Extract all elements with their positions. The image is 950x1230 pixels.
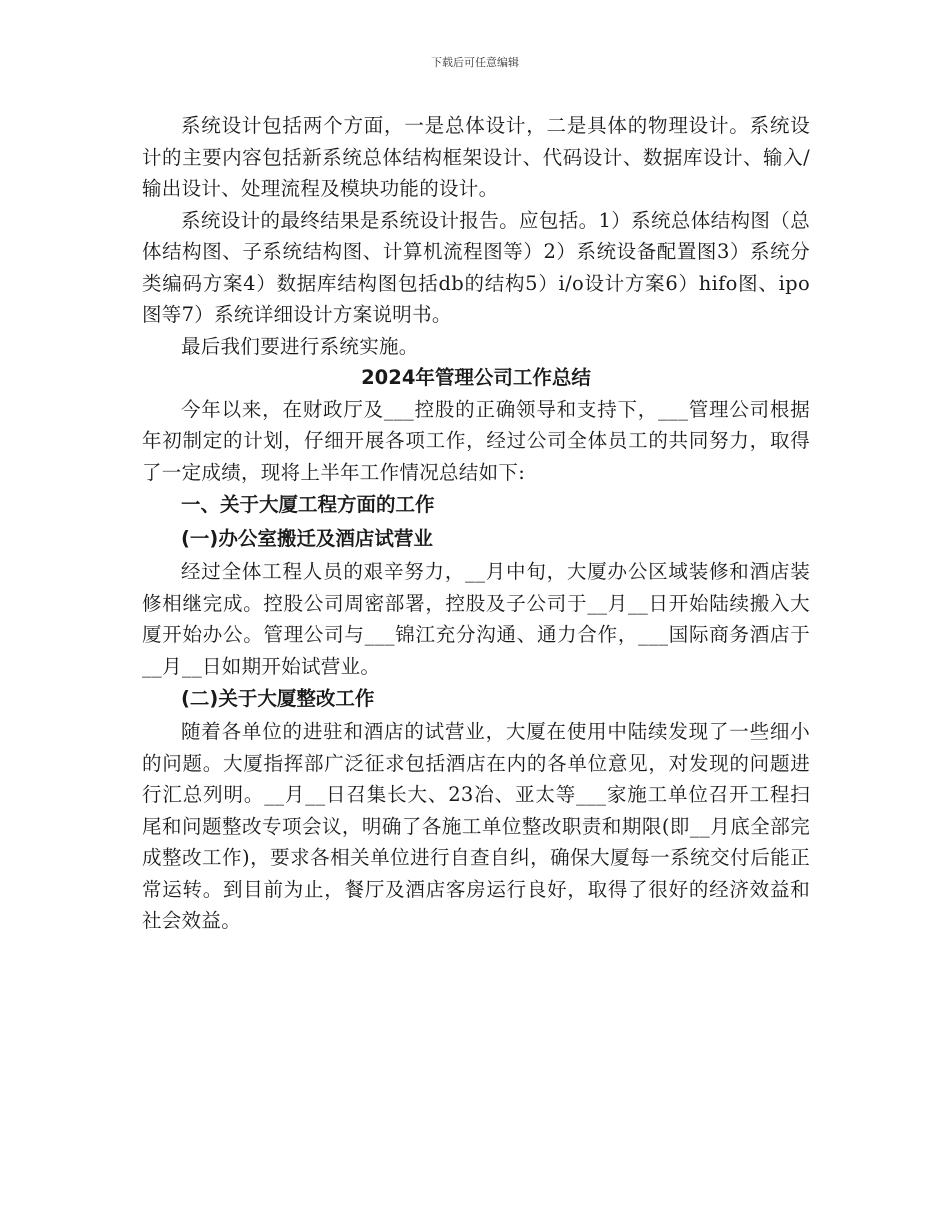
document-title: 2024年管理公司工作总结 bbox=[361, 366, 591, 389]
subsection-heading-office-relocation: (一)办公室搬迁及酒店试营业 bbox=[181, 527, 433, 550]
section-heading-building-project: 一、关于大厦工程方面的工作 bbox=[181, 493, 435, 516]
paragraph-system-design-report: 系统设计的最终结果是系统设计报告。应包括。1）系统总体结构图（总体结构图、子系统结构图、计算机流程图等）2）系统设备配置图3）系统分类编码方案4）数据库结构图包括db的结构5）i/o设计方案6）hifo图、ipo图等7）系统详细设计方案说明书。 bbox=[142, 208, 810, 326]
paragraph-office-relocation: 经过全体工程人员的艰辛努力，__月中旬，大厦办公区域装修和酒店装修相继完成。控股公司周密部署，控股及子公司于__月__日开始陆续搬入大厦开始办公。管理公司与___锦江充分沟通、通力合作，___国际商务酒店于__月__日如期开始试营业。 bbox=[142, 560, 810, 678]
paragraph-system-design-scope: 系统设计包括两个方面，一是总体设计，二是具体的物理设计。系统设计的主要内容包括新系统总体结构框架设计、代码设计、数据库设计、输入/输出设计、处理流程及模块功能的设计。 bbox=[142, 114, 810, 200]
page-header-note: 下载后可任意编辑 bbox=[431, 56, 519, 69]
document-body bbox=[142, 110, 810, 937]
paragraph-system-implementation: 最后我们要进行系统实施。 bbox=[181, 334, 419, 358]
paragraph-rectification: 随着各单位的进驻和酒店的试营业，大厦在使用中陆续发现了一些细小的问题。大厦指挥部广泛征求包括酒店在内的各单位意见，对发现的问题进行汇总列明。__月__日召集长大、23冶、亚太等___家施工单位召开工程扫尾和问题整改专项会议，明确了各施工单位整改职责和期限(即__月底全部完成整改工作)，要求各相关单位进行自查自纠，确保大厦每一系统交付后能正常运转。到目前为止，餐厅及酒店客房运行良好，取得了很好的经济效益和社会效益。 bbox=[142, 720, 810, 932]
paragraph-intro: 今年以来，在财政厅及___控股的正确领导和支持下，___管理公司根据年初制定的计划，仔细开展各项工作，经过公司全体员工的共同努力，取得了一定成绩，现将上半年工作情况总结如下: bbox=[142, 397, 810, 484]
subsection-heading-rectification: (二)关于大厦整改工作 bbox=[181, 687, 375, 710]
